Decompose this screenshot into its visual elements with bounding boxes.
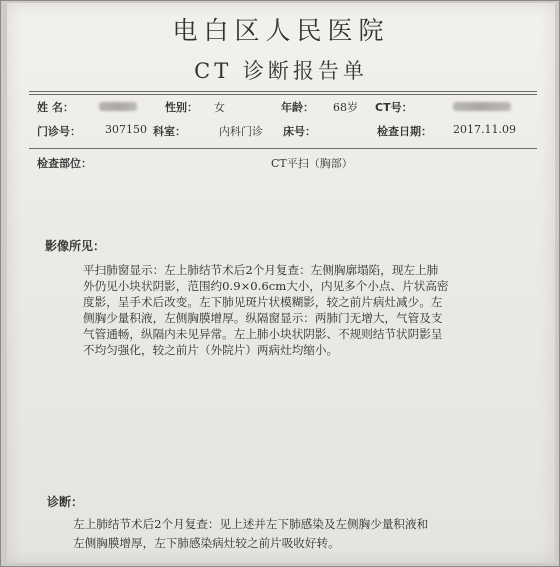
clinic-number-value: 307150 [105,123,147,136]
header-divider [29,91,537,92]
findings-line: 侧胸少量积液，左侧胸膜增厚。纵隔窗显示：两肺门无增大，气管及支 [83,310,443,325]
report-title: CT 诊断报告单 [194,59,368,83]
findings-line: 不均匀强化，较之前片（外院片）两病灶均缩小。 [83,342,339,357]
age-label: 年龄： [281,101,314,114]
findings-label: 影像所见： [45,239,106,253]
hospital-name: 电白区人民医院 [172,16,390,45]
report-sheet [7,3,555,563]
diagnosis-line: 左上肺结节术后2个月复查：见上述并左下肺感染及左侧胸少量积液和 [73,517,429,531]
diagnosis-label: 诊断： [47,495,84,509]
findings-text [83,263,503,358]
ct-number-label: CT号： [375,101,413,114]
bed-number-label: 床号： [283,125,316,138]
header-divider-double [29,94,537,95]
redacted-name [99,102,137,111]
findings-line: 气管通畅，纵隔内未见异常。左上肺小块状阴影、不规则结节状阴影呈 [83,326,443,341]
exam-date-value: 2017.11.09 [453,123,516,136]
diagnosis-line: 左侧胸膜增厚，左下肺感染病灶较之前片吸收好转。 [73,536,340,550]
name-label: 姓 名： [37,101,74,114]
exam-site-label: 检查部位： [37,157,92,170]
sex-label: 性别： [165,101,198,114]
department-value: 内科门诊 [219,125,263,138]
sex-value: 女 [214,101,225,114]
exam-site-value: CT平扫（胸部） [271,157,353,170]
age-value: 68岁 [333,101,358,114]
findings-line: 外仍见小块状阴影，范围约0.9×0.6cm大小，内见多个小点、片状高密 [83,278,449,293]
exam-date-label: 检查日期： [377,125,432,138]
redacted-ct-number [453,102,511,111]
clinic-number-label: 门诊号： [37,125,81,138]
findings-line: 度影，呈手术后改变。左下肺见斑片状模糊影，较之前片病灶减少。左 [83,294,443,309]
fields-divider [29,148,537,149]
findings-line: 平扫肺窗显示：左上肺结节术后2个月复查：左侧胸廓塌陷，现左上肺 [83,263,439,277]
department-label: 科室： [153,125,186,138]
diagnosis-text [73,515,513,553]
